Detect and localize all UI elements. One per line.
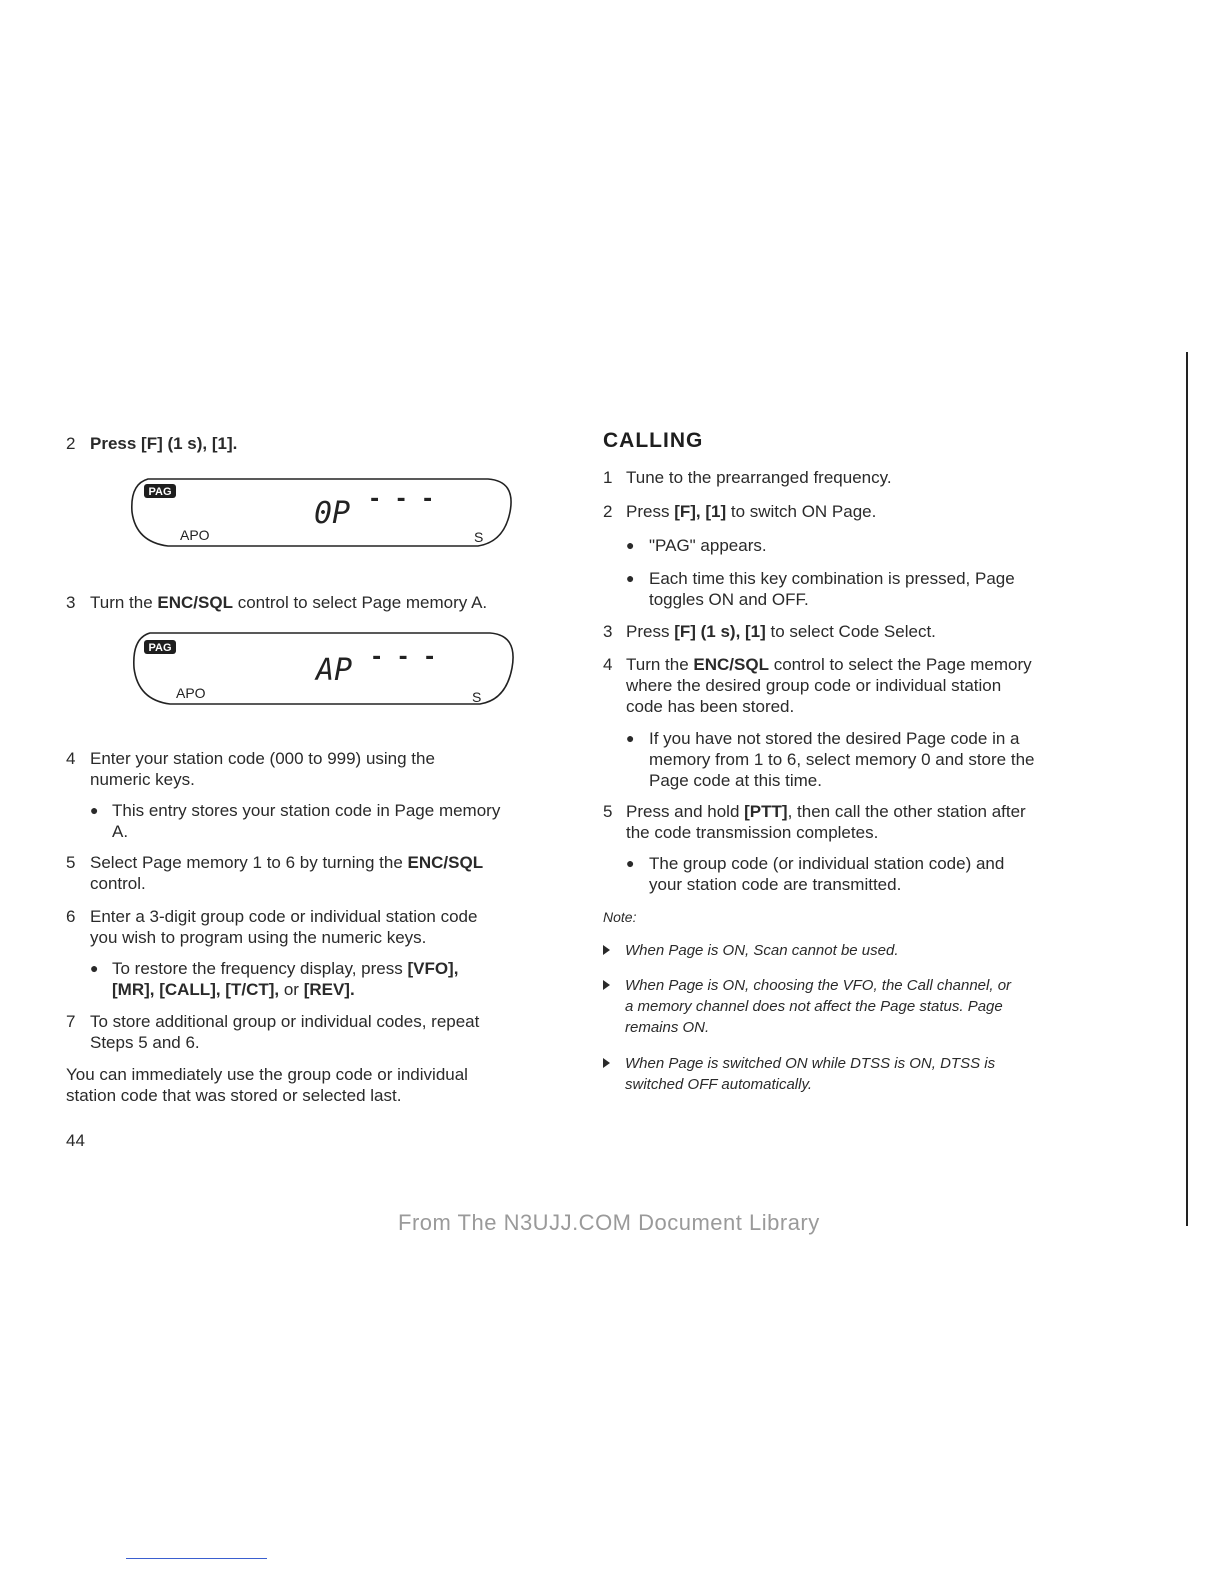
bullet-dot-icon: ●: [626, 570, 635, 586]
footer-library-credit: From The N3UJJ.COM Document Library: [398, 1210, 820, 1235]
bullet-pag-appears: [626, 535, 1126, 557]
bullet-text: Each time this key combination is pressed, Page toggles ON and OFF.: [649, 569, 1015, 609]
step-text: Turn the ENC/SQL control to select the Page memory where the desired group code or individual station code has been stored.: [626, 655, 1032, 716]
step-number: 2: [603, 502, 613, 521]
step-4: [66, 748, 586, 792]
note-vfo: [603, 975, 1123, 1041]
bullet-step-4: [90, 800, 590, 844]
step-number: 1: [603, 468, 613, 487]
arrow-bullet-icon: [603, 980, 610, 990]
calling-step-1: [603, 467, 1123, 489]
note-scan: [603, 940, 1123, 962]
step-number: 6: [66, 907, 76, 926]
bullet-dot-icon: ●: [626, 730, 635, 746]
note-label: Note:: [603, 909, 637, 925]
lcd-dashes: - - -: [370, 645, 437, 670]
step-number: 3: [603, 622, 613, 641]
note-text: When Page is ON, choosing the VFO, the Call channel, or a memory channel does not affect the Page status. Page remains ON.: [625, 977, 1012, 1036]
step-number: 2: [66, 434, 76, 453]
step-7: [66, 1011, 586, 1055]
bullet-text: To restore the frequency display, press [VFO], [MR], [CALL], [T/CT], or [REV].: [112, 959, 459, 999]
step-number: 3: [66, 593, 76, 612]
pag-badge-text: PAG: [148, 642, 172, 654]
arrow-bullet-icon: [603, 945, 610, 955]
lcd-digits: AP: [316, 653, 353, 688]
step-6: [66, 906, 586, 950]
bullet-dot-icon: ●: [90, 802, 99, 818]
pag-badge-text: PAG: [148, 486, 172, 498]
step-number: 5: [66, 853, 76, 872]
note-dtss: [603, 1053, 1123, 1097]
step-2: [66, 433, 586, 455]
step-text: Press and hold [PTT], then call the other station after the code transmission completes.: [626, 802, 1026, 842]
bottom-rule: [126, 1558, 267, 1559]
step-text: Press [F] (1 s), [1] to select Code Select.: [626, 622, 936, 641]
arrow-bullet-icon: [603, 1058, 610, 1068]
bullet-text: This entry stores your station code in Page memory A.: [112, 801, 501, 841]
bullet-dot-icon: ●: [626, 537, 635, 553]
apo-indicator: APO: [176, 685, 206, 701]
calling-step-4: [603, 654, 1123, 720]
step-text: [90, 433, 237, 454]
step-text: To store additional group or individual codes, repeat Steps 5 and 6.: [90, 1012, 480, 1052]
step-number: 4: [66, 749, 76, 768]
bullet-dot-icon: ●: [626, 855, 635, 871]
step-text: Enter your station code (000 to 999) using the numeric keys.: [90, 749, 435, 789]
bullet-not-stored: [626, 728, 1126, 794]
lcd-display-page-memory-a: [130, 630, 520, 710]
apo-indicator: APO: [180, 527, 210, 543]
step-text: Tune to the prearranged frequency.: [626, 468, 892, 487]
note-text: When Page is switched ON while DTSS is ON, DTSS is switched OFF automatically.: [625, 1055, 996, 1093]
section-heading: CALLING: [603, 429, 704, 452]
step-text: Select Page memory 1 to 6 by turning the ENC/SQL control.: [90, 853, 484, 893]
step-5: [66, 852, 586, 896]
calling-step-3: [603, 621, 1123, 643]
step-text: Press [F], [1] to switch ON Page.: [626, 502, 877, 521]
calling-step-5: [603, 801, 1123, 845]
lcd-digits: 0P: [314, 496, 351, 531]
bullet-text: "PAG" appears.: [649, 536, 767, 555]
lcd-dashes: - - -: [368, 487, 435, 512]
lcd-display-code-select: [128, 476, 518, 552]
bullet-toggle: [626, 568, 1126, 612]
bullet-text: The group code (or individual station code) and your station code are transmitted.: [649, 854, 1005, 894]
key-sequence: Press [F] (1 s), [1].: [90, 434, 238, 453]
bullet-transmitted: [626, 853, 1126, 897]
closing-paragraph: You can immediately use the group code or individual station code that was stored or selected last.: [66, 1065, 468, 1105]
bullet-dot-icon: ●: [90, 960, 99, 976]
step-number: 5: [603, 802, 613, 821]
step-text: Turn the ENC/SQL control to select Page memory A.: [90, 593, 488, 612]
s-meter-indicator: S: [474, 529, 484, 545]
bullet-step-6: [90, 958, 590, 1002]
calling-step-2: [603, 501, 1123, 523]
step-text: Enter a 3-digit group code or individual station code you wish to program using the numeric keys.: [90, 907, 478, 947]
bullet-text: If you have not stored the desired Page code in a memory from 1 to 6, select memory 0 and store the Page code at this time.: [649, 729, 1035, 790]
page-edge-rule: [1186, 352, 1188, 1226]
note-text: When Page is ON, Scan cannot be used.: [625, 942, 899, 959]
step-number: 7: [66, 1012, 76, 1031]
step-3: [66, 592, 586, 614]
step-number: 4: [603, 655, 613, 674]
s-meter-indicator: S: [472, 689, 482, 705]
page-number: 44: [66, 1131, 85, 1150]
